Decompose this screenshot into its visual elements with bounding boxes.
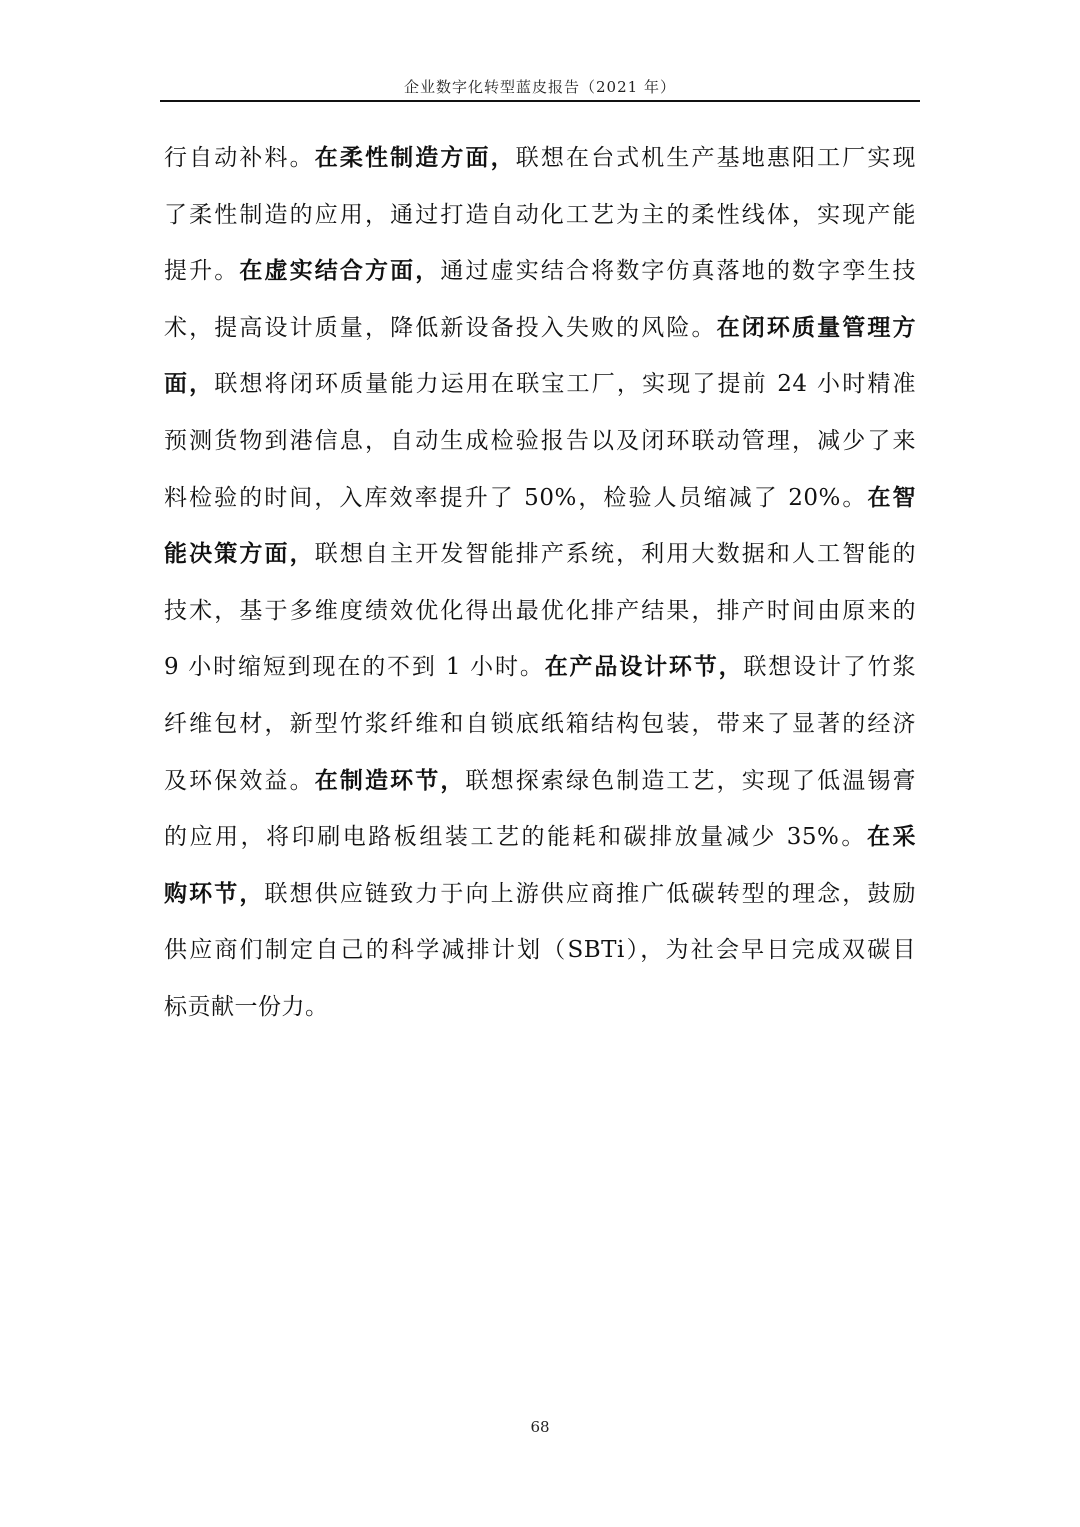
bold-heading-phrase: 购环节， <box>164 880 265 907</box>
text-segment: 的应用，将印刷电路板组装工艺的能耗和碳排放量减少 35%。 <box>164 824 867 851</box>
bold-heading-phrase: 能决策方面， <box>164 541 315 568</box>
text-segment: 9 小时缩短到现在的不到 1 小时。 <box>164 654 545 681</box>
text-segment: 术，提高设计质量，降低新设备投入失败的风险。 <box>164 314 717 341</box>
text-line <box>164 753 916 810</box>
bold-heading-phrase: 在采 <box>866 824 917 851</box>
text-segment: 联想探索绿色制造工艺，实现了低温锡膏 <box>465 767 917 794</box>
text-segment: 联想自主开发智能排产系统，利用大数据和人工智能的 <box>314 541 917 568</box>
text-line <box>164 809 916 866</box>
text-segment: 技术，基于多维度绩效优化得出最优化排产结果，排产时间由原来的 <box>164 597 916 624</box>
text-segment: 及环保效益。 <box>164 767 315 794</box>
bold-heading-phrase: 在柔性制造方面， <box>314 145 516 171</box>
text-line <box>164 696 916 753</box>
text-line <box>164 130 916 187</box>
text-line <box>164 922 916 979</box>
text-line <box>164 979 916 1036</box>
text-line <box>164 866 916 923</box>
text-segment: 联想将闭环质量能力运用在联宝工厂，实现了提前 24 小时精准 <box>214 371 917 398</box>
text-line <box>164 470 916 527</box>
text-segment: 标贡献一份力。 <box>164 993 329 1020</box>
text-line <box>164 300 916 357</box>
text-segment: 供应商们制定自己的科学减排计划（SBTi），为社会早日完成双碳目 <box>164 937 916 964</box>
text-line <box>164 243 916 300</box>
text-line <box>164 526 916 583</box>
body-paragraph <box>164 130 916 1036</box>
text-line <box>164 639 916 696</box>
bold-heading-phrase: 在制造环节， <box>314 767 466 794</box>
text-line <box>164 413 916 470</box>
bold-heading-phrase: 在虚实结合方面， <box>239 258 441 285</box>
text-segment: 预测货物到港信息，自动生成检验报告以及闭环联动管理，减少了来 <box>164 427 916 454</box>
text-line <box>164 356 916 413</box>
text-line <box>164 187 916 244</box>
running-header: 企业数字化转型蓝皮报告（2021 年） <box>404 78 676 96</box>
text-segment: 行自动补料。 <box>164 145 315 171</box>
text-segment: 通过虚实结合将数字仿真落地的数字孪生技 <box>440 258 917 285</box>
header-rule <box>160 100 920 102</box>
bold-heading-phrase: 面， <box>164 371 215 398</box>
page-number: 68 <box>530 1418 550 1436</box>
bold-heading-phrase: 在闭环质量管理方 <box>716 314 917 341</box>
text-segment: 料检验的时间，入库效率提升了 50%，检验人员缩减了 20%。 <box>164 484 868 511</box>
text-segment: 联想在台式机生产基地惠阳工厂实现 <box>515 145 917 171</box>
text-segment: 联想设计了竹浆 <box>743 654 917 681</box>
text-segment: 联想供应链致力于向上游供应商推广低碳转型的理念，鼓励 <box>264 880 917 907</box>
bold-heading-phrase: 在智 <box>867 484 916 511</box>
text-line <box>164 583 916 640</box>
text-segment: 了柔性制造的应用，通过打造自动化工艺为主的柔性线体，实现产能 <box>164 201 916 228</box>
text-segment: 纤维包材，新型竹浆纤维和自锁底纸箱结构包装，带来了显著的经济 <box>164 710 916 737</box>
text-segment: 提升。 <box>164 258 240 285</box>
bold-heading-phrase: 在产品设计环节， <box>544 654 744 681</box>
